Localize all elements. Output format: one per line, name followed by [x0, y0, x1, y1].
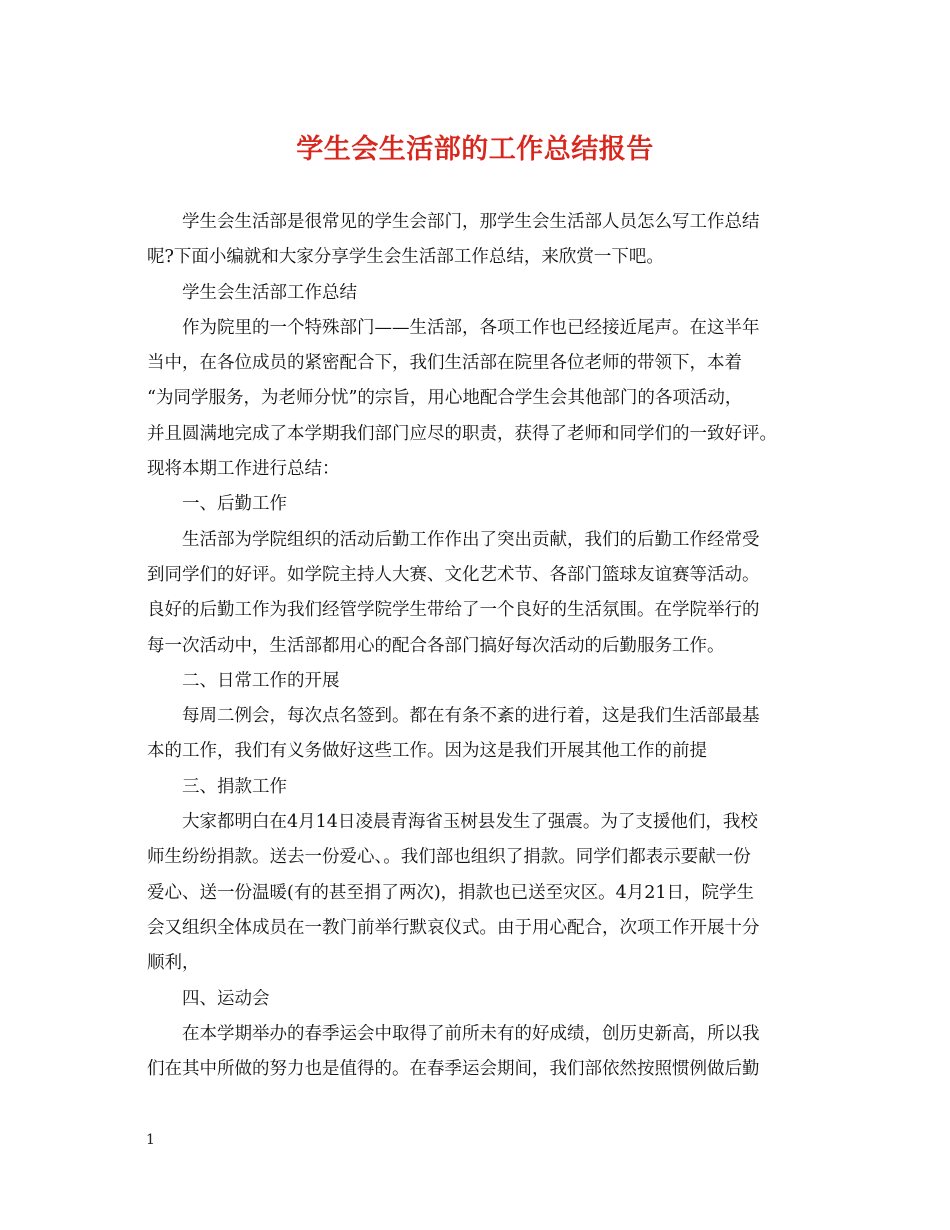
text-line: 本的工作，我们有义务做好这些工作。因为这是我们开展其他工作的前提 [147, 741, 707, 762]
text-line: 在本学期举办的春季运会中取得了前所未有的好成绩，创历史新高，所以我 [182, 1023, 760, 1044]
text-line: 爱心、送一份温暖(有的甚至捐了两次)，捐款也已送至灾区。4月21日，院学生 [147, 882, 755, 903]
text-line: 生活部为学院组织的活动后勤工作作出了突出贡献，我们的后勤工作经常受 [182, 529, 760, 550]
text-line: 学生会生活部工作总结 [182, 282, 357, 303]
document-title: 学生会生活部的工作总结报告 [296, 134, 654, 165]
text-line: 作为院里的一个特殊部门——生活部，各项工作也已经接近尾声。在这半年 [182, 317, 760, 338]
text-line: 当中，在各位成员的紧密配合下，我们生活部在院里各位老师的带领下，本着 [147, 353, 742, 374]
text-line: “为同学服务，为老师分忧”的宗旨，用心地配合学生会其他部门的各项活动， [147, 388, 743, 409]
text-line: 四、运动会 [182, 988, 270, 1009]
text-line: 们在其中所做的努力也是值得的。在春季运会期间，我们部依然按照惯例做后勤 [147, 1059, 760, 1080]
text-line: 每一次活动中，生活部都用心的配合各部门搞好每次活动的后勤服务工作。 [147, 635, 725, 656]
document-body [147, 205, 807, 1087]
text-line: 良好的后勤工作为我们经管学院学生带给了一个良好的生活氛围。在学院举行的 [147, 600, 760, 621]
text-line: 大家都明白在4月14日凌晨青海省玉树县发生了强震。为了支援他们，我校 [182, 812, 758, 833]
text-line: 每周二例会，每次点名签到。都在有条不紊的进行着，这是我们生活部最基 [182, 706, 760, 727]
text-line: 呢?下面小编就和大家分享学生会生活部工作总结，来欣赏一下吧。 [147, 247, 664, 268]
text-line: 三、捐款工作 [182, 776, 287, 797]
text-line: 学生会生活部是很常见的学生会部门，那学生会生活部人员怎么写工作总结 [182, 212, 760, 232]
page-number: 1 [146, 1132, 155, 1148]
text-line: 现将本期工作进行总结： [147, 459, 340, 480]
text-line: 顺利， [147, 953, 200, 974]
text-line: 师生纷纷捐款。送去一份爱心、。我们部也组织了捐款。同学们都表示要献一份 [147, 847, 751, 868]
text-line: 二、日常工作的开展 [182, 670, 340, 691]
text-line: 并且圆满地完成了本学期我们部门应尽的职责，获得了老师和同学们的一致好评。 [147, 423, 777, 444]
text-line: 一、后勤工作 [182, 494, 287, 515]
text-line: 会又组织全体成员在一教门前举行默哀仪式。由于用心配合，次项工作开展十分 [147, 917, 760, 938]
text-line: 到同学们的好评。如学院主持人大赛、文化艺术节、各部门篮球友谊赛等活动。 [147, 564, 760, 585]
